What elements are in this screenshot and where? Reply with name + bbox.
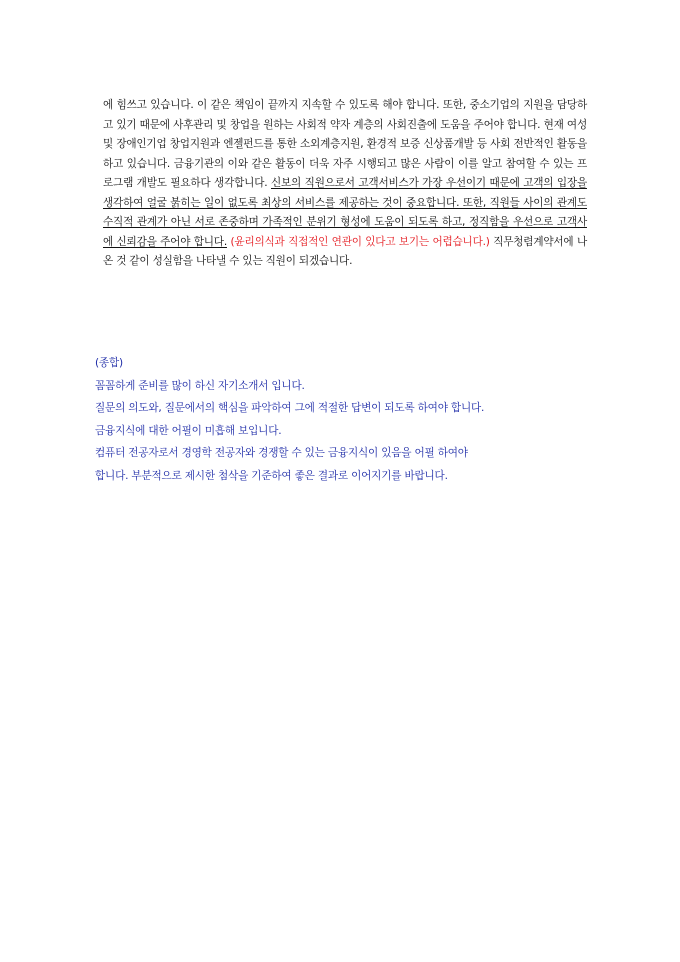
summary-heading: (종합) (95, 357, 123, 369)
underlined-highlight-text: 신보의 직원으로서 고객서비스가 가장 우선이기 때문에 고객의 입장을 생각하여 얼굴 붉히는 일이 없도록 최상의 서비스를 제공하는 것이 중요합니다. 또한, 직원들 사이의 관계도 수직적 관계가 아닌 서로 존중하며 가족적인 분위기 형성에 도움이 되도록 하고, 정직함을 우선으로 고객사에 신뢰감을 주어야 합니다. (103, 177, 587, 248)
summary-line: 합니다. 부분적으로 제시한 첨삭을 기준하여 좋은 결과로 이어지기를 바랍니다. (95, 469, 448, 482)
summary-line: 질문의 의도와, 질문에서의 핵심을 파악하여 그에 적절한 답변이 되도록 하여야 합니다. (95, 402, 485, 415)
summary-line: 컴퓨터 전공자로서 경영학 전공자와 경쟁할 수 있는 금융지식이 있음을 어필 하여야 (95, 447, 468, 460)
essay-body-paragraph (103, 96, 587, 272)
summary-line: 금융지식에 대한 어필이 미흡해 보입니다. (95, 424, 282, 437)
essay-text-part1: 에 힘쓰고 있습니다. 이 같은 책임이 끝까지 지속할 수 있도록 해야 합니다. 또한, 중소기업의 지원을 담당하고 있기 때문에 사후관리 및 창업을 원하는 사회적 약자 계층의 사회진출에 도움을 주어야 합니다. 현재 여성 및 장애인기업 창업지원과 엔젤펀드를 통한 소외계층지원, 환경적 보증 신상품개발 등 사회 전반적인 활동을 하고 있습니다. 금융기관의 이와 같은 활동이 더욱 자주 시행되고 많은 사람이 이를 알고 참여할 수 있는 프로그램 개발도 필요하다 생각합니다. (103, 99, 587, 189)
summary-feedback-section (95, 352, 595, 488)
essay-text-part2: 직무청렴계약서에 나온 것 같이 성실함을 나타낼 수 있는 직원이 되겠습니다. (103, 235, 587, 267)
summary-line: 꼼꼼하게 준비를 많이 하신 자기소개서 입니다. (95, 379, 305, 392)
red-correction-note: (윤리의식과 직접적인 연관이 있다고 보기는 어렵습니다.) (230, 235, 490, 248)
